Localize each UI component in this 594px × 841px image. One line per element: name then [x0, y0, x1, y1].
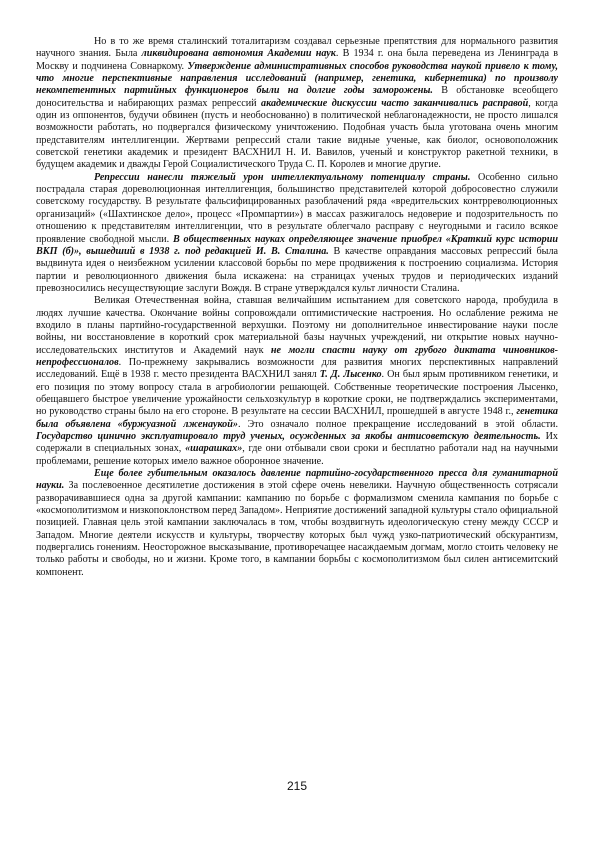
paragraph-academy-of-sciences: [36, 36, 558, 172]
paragraph-humanities: [36, 468, 558, 579]
paragraph-great-patriotic-war: [36, 295, 558, 468]
body-text: . В 1934 г. она была переведена из Ленинграда в Москву и подчинена Совнаркому.: [36, 48, 558, 72]
paragraph-repressions: [36, 172, 558, 295]
page-number: 215: [286, 779, 308, 793]
body-text: Особенно сильно пострадала старая дореволюционная интеллигенция, большинство представителей которой добросовестно служили советскому государству. В результате фальсифицированных разоблачений ряда «вредительских контрреволюционных организаций» («Шахтинское дело», процесс «Промпартии») в массах разжигалось недоверие и подозрительность по отношению к представителям интеллигенции, что в результате облегчало расправу с неугодными и гасило всякое проявление свободной мысли.: [36, 171, 558, 245]
emphasized-text: Т. Д. Лысенко: [319, 369, 382, 381]
body-text: Великая Отечественная война, ставшая величайшим испытанием для советского народа, пробудила в людях лучшие качества. Окончание войны сопровождали оптимистические настроения. Но ослабление режима не входило в планы партийно-государственной верхушки. Поэтому ни дополнительное инвестирование науки после войны, ни восстановление в короткий срок материальной базы научных учреждений, ни открытие новых научно-исследовательских институтов и Академий наук: [36, 295, 558, 356]
body-text: В качестве оправдания массовых репрессий была выдвинута идея о неизбежном усилении классовой борьбы по мере продвижения к построению социализма. История партии и революционного движения была искажена: на страницах ученых трудов и периодических изданий превозносились несуществующие заслуги Вождя. В стране утверждался культ личности Сталина.: [36, 245, 558, 294]
body-text: За послевоенное десятилетие достижения в этой сфере очень невелики. Научную общественность сотрясали разворачивавшиеся одна за другой кампании: кампанию по борьбе с формализмом сменила кампания по борьбе с «космополитизмом и низкопоклонством перед Западом». Неприятие достижений западной культуры стало официальной позицией. Главная цель этой кампании заключалась в том, чтобы воздвигнуть идеологическую стену между СССР и Западом. Многие деятели искусств и культуры, творчеству которых был чужд узко-патриотический обскурантизм, подвергались гонениям. Неосторожное высказывание, противоречащее насаждаемым догмам, могло стоить человеку не только работы и свободы, но и жизни. Кроме того, в кампании борьбы с космополитизмом был силен антисемитский компонент.: [36, 480, 558, 578]
emphasized-text: Еще более губительным оказалось давление партийно-государственного пресса для гуманитарной науки.: [36, 468, 558, 492]
emphasized-text: ликвидирована автономия Академии наук: [141, 48, 336, 60]
body-text: Их содержали в специальных зонах,: [36, 431, 558, 455]
emphasized-text: Репрессии нанесли тяжелый урон интеллектуальному потенциалу страны.: [94, 171, 471, 183]
emphasized-text: генетика была объявлена «буржуазной лженаукой»: [36, 406, 558, 430]
body-text: Но в то же время сталинский тоталитаризм создавал серьезные препятствия для нормального развития научного знания. Была: [36, 36, 558, 60]
emphasized-text: Утверждение административных способов руководства наукой привело к тому, что многие перспективные направления исследований (например, генетика, кибернетика) по произволу некомпетентных партийных функционеров были на долгие годы заморожены.: [36, 60, 558, 97]
body-text: . Это означало полное прекращение исследований в этой области.: [237, 418, 558, 430]
body-text: , когда один из оппонентов, будучи обвинен (пусть и необоснованно) в политической неблагонадежности, не просто лишался возможности работать, но подвергался физическому уничтожению. Подобная участь была уготована очень многим представителям интеллигенции. Жертвами репрессий стали такие видные ученые, как биолог, основоположник советской генетики академик и президент ВАСХНИЛ Н. И. Вавилов, ученый и конструктор ракетной техники, в будущем академик и дважды Герой Социалистического Труда С. П. Королев и многие другие.: [36, 97, 558, 171]
emphasized-text: не могли спасти науку от грубого диктата чиновников-непрофессионалов: [36, 344, 558, 368]
emphasized-text: академические дискуссии часто заканчивались расправой: [261, 97, 529, 109]
emphasized-text: «шарашках»: [185, 443, 243, 455]
document-body: [36, 36, 558, 579]
body-text: , где они отбывали свои сроки и бесплатно работали над на научными проблемами, решение которых имело важное оборонное значение.: [36, 443, 558, 467]
body-text: . Он был ярым противником генетики, и его позиция по этому вопросу стала в агробиологии решающей. Собственные теоретические построения Лысенко, обещавшего быстрое увеличение урожайности сельхозкультур в короткие сроки, не подтверждались экспериментами, но руководство страны было на его стороне. В результате на сессии ВАСХНИЛ, прошедшей в августе 1948 г.,: [36, 369, 559, 418]
emphasized-text: В общественных науках определяющее значение приобрел «Краткий курс истории ВКП (б)», вышедший в 1938 г. под редакцией И. В. Сталина.: [36, 233, 558, 257]
body-text: В обстановке всеобщего доносительства и набирающих размах репрессий: [36, 85, 558, 109]
body-text: . По-прежнему закрывались возможности для развития многих перспективных направлений исследований. Ещё в 1938 г. место президента ВАСХНИЛ занял: [36, 356, 558, 381]
emphasized-text: Государство цинично эксплуатировало труд ученых, осужденных за якобы антисоветскую деятельность.: [36, 431, 541, 442]
